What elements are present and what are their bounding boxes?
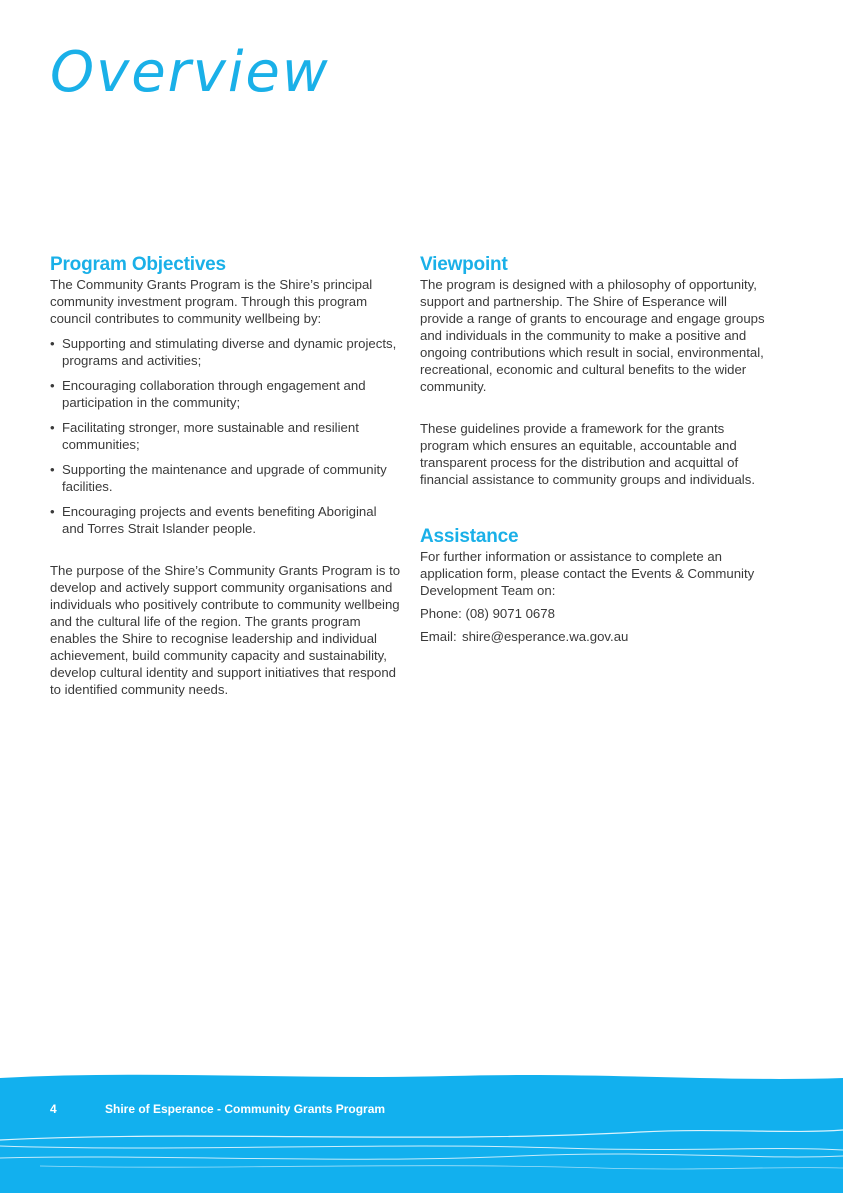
program-objectives-intro: The Community Grants Program is the Shire’s principal community investment program. Through this program council contributes to community wellbeing by: <box>50 277 373 326</box>
page-title: Overview <box>50 40 330 105</box>
footer-title: Shire of Esperance - Community Grants Program <box>105 1102 386 1116</box>
list-item: • Encouraging projects and events benefiting Aboriginal and Torres Strait Islander people. <box>50 503 402 537</box>
viewpoint-paragraph-1: The program is designed with a philosophy of opportunity, support and partnership. The Shire of Esperance will provide a range of grants to encourage and engage groups and individuals in the community to make a positive and ongoing contributions which result in social, environmental, recreational, economic and cultural benefits to the wider community. <box>420 277 765 394</box>
program-objectives-heading: Program Objectives <box>50 254 226 275</box>
list-item: • Encouraging collaboration through engagement and participation in the community; <box>50 377 402 411</box>
viewpoint-paragraph-2: These guidelines provide a framework for the grants program which ensures an equitable, accountable and transparent process for the distribution and acquittal of financial assistance to community groups and individuals. <box>420 421 755 487</box>
viewpoint-heading: Viewpoint <box>420 254 508 275</box>
assistance-section <box>420 526 770 645</box>
viewpoint-section <box>420 254 770 488</box>
footer-band <box>0 1070 843 1193</box>
objectives-list <box>50 335 402 537</box>
assistance-heading: Assistance <box>420 526 519 547</box>
list-item: • Supporting the maintenance and upgrade of community facilities. <box>50 461 402 495</box>
contact-email-line <box>420 628 770 645</box>
program-objectives-section <box>50 254 402 698</box>
page-number: 4 <box>50 1102 57 1116</box>
wave-decoration <box>0 1070 843 1193</box>
list-item: • Facilitating stronger, more sustainable and resilient communities; <box>50 419 402 453</box>
contact-email-label: Email: <box>420 629 457 644</box>
right-column <box>420 254 770 645</box>
list-item: • Supporting and stimulating diverse and dynamic projects, programs and activities; <box>50 335 402 369</box>
program-purpose-paragraph: The purpose of the Shire’s Community Grants Program is to develop and actively support community organisations and individuals who positively contribute to community wellbeing and the cultural life of the region. The grants program enables the Shire to recognise leadership and individual achievement, build community capacity and sustainability, develop cultural identity and support initiatives that respond to identified community needs. <box>50 563 401 697</box>
assistance-text: For further information or assistance to complete an application form, please contact the Events & Community Development Team on: <box>420 549 755 598</box>
contact-email[interactable]: shire@esperance.wa.gov.au <box>462 629 629 644</box>
contact-phone: Phone: (08) 9071 0678 <box>420 606 555 621</box>
